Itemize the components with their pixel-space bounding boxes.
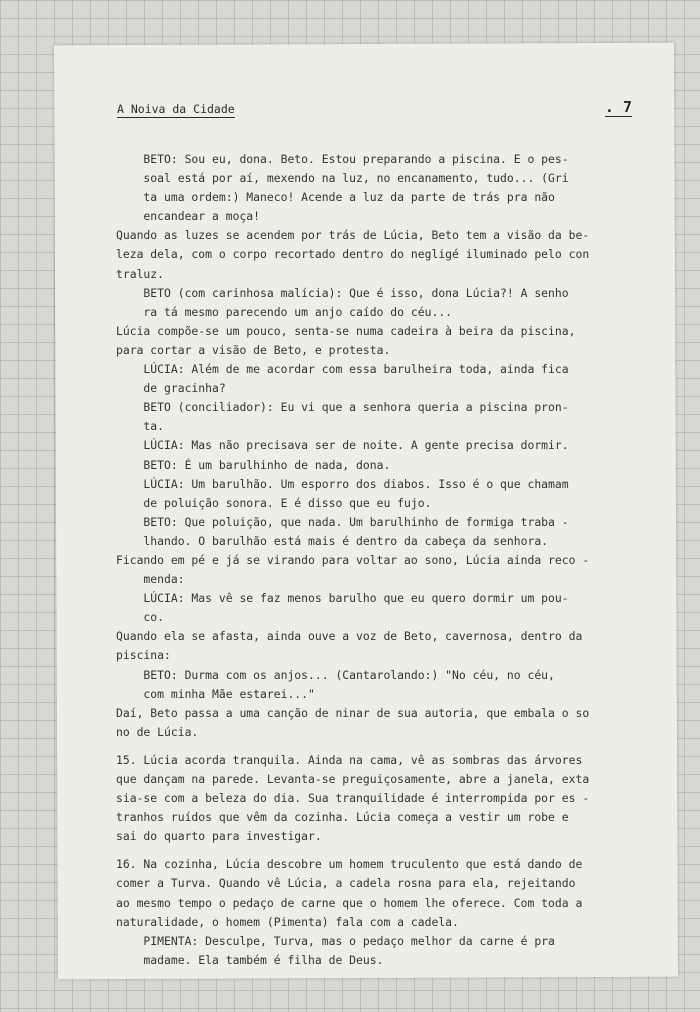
- text-line: ta uma ordem:) Maneco! Acende a luz da parte de trás pra não: [116, 190, 555, 205]
- text-line: PIMENTA: Desculpe, Turva, mas o pedaço melhor da carne é pra: [116, 933, 555, 948]
- text-line: co.: [116, 610, 165, 625]
- text-line: tranhos ruídos que vêm da cozinha. Lúcia começa a vestir um robe e: [116, 810, 569, 825]
- header-title: A Noiva da Cidade: [117, 102, 235, 116]
- text-line: BETO: É um barulhinho de nada, dona.: [116, 457, 391, 472]
- text-line: encandear a moça!: [116, 209, 261, 224]
- text-line: 16. Na cozinha, Lúcia descobre um homem truculento que está dando de: [116, 857, 583, 872]
- text-line: de poluição sonora. E é disso que eu fujo.: [116, 495, 432, 510]
- text-line: Quando as luzes se acendem por trás de Lúcia, Beto tem a visão da be-: [116, 228, 590, 243]
- text-line: leza dela, com o corpo recortado dentro do negligé iluminado pelo con: [116, 247, 590, 262]
- text-line: BETO (conciliador): Eu vi que a senhora queria a piscina pron-: [116, 400, 569, 415]
- text-line: LÚCIA: Mas não precisava ser de noite. A gente precisa dormir.: [116, 438, 569, 453]
- text-line: com minha Mãe estarei...": [116, 686, 315, 701]
- text-line: Lúcia compõe-se um pouco, senta-se numa cadeira à beira da piscina,: [116, 323, 576, 338]
- text-line: BETO: Durma com os anjos... (Cantarolando:) "No céu, no céu,: [116, 667, 555, 682]
- typed-text-body: [116, 150, 636, 970]
- text-line: no de Lúcia.: [116, 724, 199, 739]
- text-line: menda:: [116, 572, 185, 587]
- text-line: madame. Ela também é filha de Deus.: [116, 952, 384, 967]
- text-line: 15. Lúcia acorda tranquila. Ainda na cama, vê as sombras das árvores: [116, 752, 583, 767]
- text-line: soal está por aí, mexendo na luz, no encanamento, tudo... (Gri: [116, 171, 569, 186]
- text-line: Daí, Beto passa a uma canção de ninar de sua autoria, que embala o so: [116, 705, 590, 720]
- text-line: lhando. O barulhão está mais é dentro da cabeça da senhora.: [116, 533, 549, 548]
- text-line: que dançam na parede. Levanta-se preguiçosamente, abre a janela, exta: [116, 772, 590, 786]
- text-line: sia-se com a beleza do dia. Sua tranquilidade é interrompida por es -: [116, 791, 590, 806]
- text-line: traluz.: [116, 266, 165, 281]
- text-line: BETO: Sou eu, dona. Beto. Estou preparando a piscina. E o pes-: [116, 152, 569, 166]
- text-line: ra tá mesmo parecendo um anjo caído do céu...: [116, 304, 453, 319]
- page-header: [117, 98, 632, 122]
- paragraph-gap: [116, 846, 636, 855]
- text-line: naturalidade, o homem (Pimenta) fala com a cadela.: [116, 914, 459, 929]
- text-line: LÚCIA: Mas vê se faz menos barulho que eu quero dormir um pou-: [116, 591, 569, 606]
- text-line: Ficando em pé e já se virando para voltar ao sono, Lúcia ainda reco -: [116, 552, 590, 567]
- text-line: Quando ela se afasta, ainda ouve a voz de Beto, cavernosa, dentro da: [116, 629, 583, 644]
- text-line: BETO (com carinhosa malícia): Que é isso, dona Lúcia?! A senho: [116, 285, 569, 300]
- text-line: sai do quarto para investigar.: [116, 829, 322, 844]
- text-line: para cortar a visão de Beto, e protesta.: [116, 342, 391, 357]
- text-line: LÚCIA: Além de me acordar com essa barulheira toda, ainda fica: [116, 362, 569, 377]
- text-line: de gracinha?: [116, 381, 226, 396]
- text-line: ta.: [116, 419, 165, 434]
- text-line: comer a Turva. Quando vê Lúcia, a cadela rosna para ela, rejeitando: [116, 876, 576, 891]
- paragraph-gap: [116, 742, 636, 751]
- text-line: piscina:: [116, 648, 171, 663]
- page-number: . 7: [604, 98, 632, 116]
- text-line: BETO: Que poluição, que nada. Um barulhinho de formiga traba -: [116, 514, 569, 529]
- text-line: ao mesmo tempo o pedaço de carne que o homem lhe oferece. Com toda a: [116, 895, 583, 910]
- text-line: LÚCIA: Um barulhão. Um esporro dos diabos. Isso é o que chamam: [116, 476, 569, 491]
